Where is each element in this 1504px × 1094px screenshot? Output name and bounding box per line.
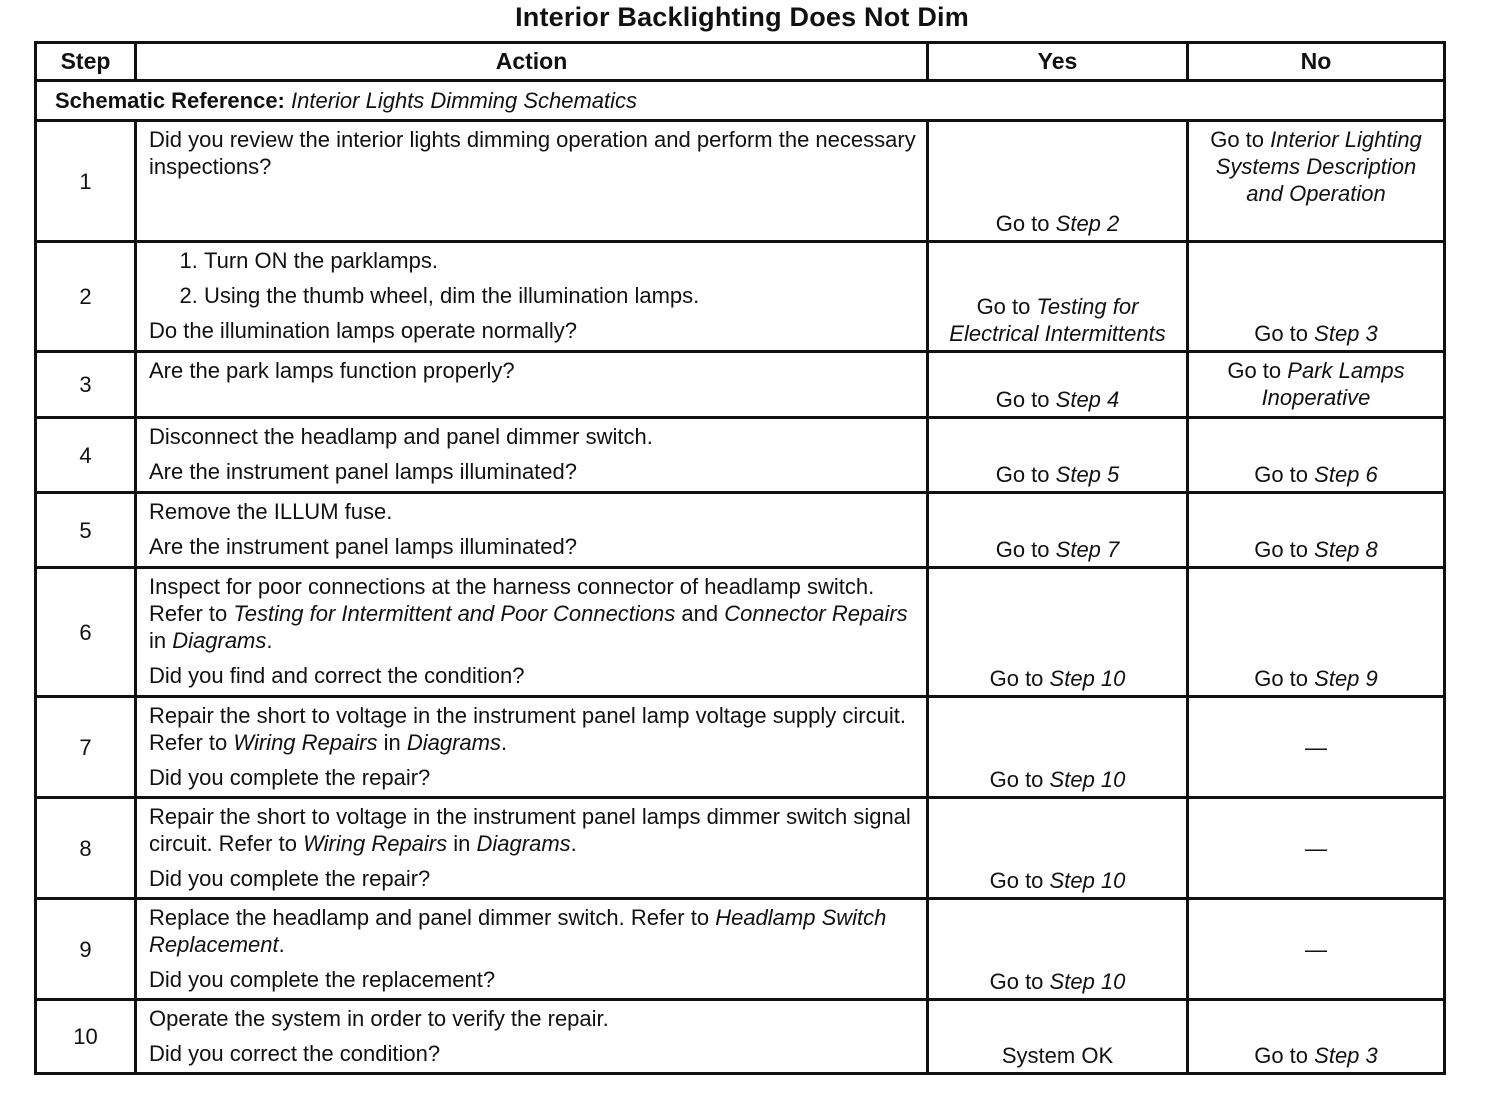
table-row [36,493,1445,568]
header-step: Step [36,43,136,81]
yes-link[interactable]: Step 7 [1055,537,1120,562]
table-row [36,418,1445,493]
action-question: Did you review the interior lights dimming operation and perform the necessary inspections? [149,127,916,179]
goto-text: Go to [995,211,1050,236]
step-number: 5 [36,493,136,568]
no-cell: — [1188,697,1445,798]
step-number: 9 [36,899,136,1000]
step-number: 8 [36,798,136,899]
action-text [149,904,916,958]
period: . [570,831,577,856]
no-cell[interactable] [1188,493,1445,568]
no-link[interactable]: Step 9 [1314,666,1378,691]
goto-text: Go to [1227,358,1282,383]
step-number: 4 [36,418,136,493]
no-cell: — [1188,899,1445,1000]
action-question: Did you find and correct the condition? [149,663,525,688]
table-row [36,352,1445,418]
step-number: 10 [36,1000,136,1074]
ref-link[interactable]: Testing for Intermittent and Poor Connections [233,601,676,626]
list-item: 1. Turn ON the parklamps. [204,247,916,274]
page-title: Interior Backlighting Does Not Dim [515,2,969,32]
ref-link[interactable]: Connector Repairs [724,601,908,626]
list-item: 2. Using the thumb wheel, dim the illumination lamps. [204,282,916,309]
yes-cell: System OK [928,1000,1188,1074]
ref-link[interactable]: Wiring Repairs [233,730,378,755]
step-number: 7 [36,697,136,798]
yes-link[interactable]: Step 5 [1055,462,1120,487]
yes-link[interactable]: Step 4 [1055,387,1120,412]
action-question: Did you correct the condition? [149,1041,441,1066]
action-question: Did you complete the replacement? [149,967,496,992]
yes-link[interactable]: Step 10 [1049,868,1126,893]
yes-link[interactable]: Step 10 [1049,969,1126,994]
header-yes: Yes [928,43,1188,81]
header-action: Action [136,43,928,81]
goto-text: Go to [1254,537,1309,562]
action-cell [136,798,928,899]
action-text-span: Inspect for poor connections at the harness connector of headlamp switch. Refer to [149,574,875,626]
conjunction: in [149,628,167,653]
action-text [149,702,916,756]
goto-text: Go to [989,868,1044,893]
action-text [149,803,916,857]
goto-text: Go to [1254,462,1309,487]
goto-text: Go to [1254,666,1309,691]
table-row [36,568,1445,697]
goto-text: Go to [1254,1043,1309,1068]
no-cell[interactable] [1188,568,1445,697]
ref-link[interactable]: Wiring Repairs [303,831,448,856]
action-text-span: Replace the headlamp and panel dimmer switch. Refer to [149,905,710,930]
table-row [36,242,1445,352]
yes-cell[interactable] [928,493,1188,568]
goto-text: Go to [976,294,1031,319]
ref-link[interactable]: Diagrams [476,831,571,856]
ref-link[interactable]: Diagrams [172,628,267,653]
action-question: Are the instrument panel lamps illuminated? [149,459,578,484]
action-question: Are the instrument panel lamps illuminated? [149,534,578,559]
goto-text: Go to [989,767,1044,792]
yes-link[interactable]: Testing for Electrical Intermittents [949,294,1166,346]
yes-cell[interactable] [928,242,1188,352]
yes-link[interactable]: Step 10 [1049,767,1126,792]
yes-cell[interactable] [928,798,1188,899]
action-list [149,247,916,309]
action-cell [136,697,928,798]
period: . [278,932,285,957]
no-cell[interactable] [1188,418,1445,493]
goto-text: Go to [989,969,1044,994]
action-text: Operate the system in order to verify the repair. [149,1006,609,1031]
goto-text: Go to [995,387,1050,412]
action-text-span: Repair the short to voltage in the instrument panel lamps dimmer switch signal circuit. Refer to [149,804,911,856]
action-text: Disconnect the headlamp and panel dimmer switch. [149,424,653,449]
goto-text: Go to [1254,321,1309,346]
goto-text: Go to [989,666,1044,691]
yes-cell[interactable] [928,418,1188,493]
table-row [36,697,1445,798]
schematic-row [36,81,1445,121]
action-text-span: Repair the short to voltage in the instrument panel lamp voltage supply circuit. Refer to [149,703,906,755]
conjunction: in [383,730,401,755]
step-number: 3 [36,352,136,418]
action-question: Are the park lamps function properly? [149,358,515,383]
diagnostic-table [34,41,1446,1075]
no-link[interactable]: Step 3 [1314,321,1378,346]
action-question: Did you complete the repair? [149,765,431,790]
action-text [149,573,916,654]
yes-link[interactable]: Step 2 [1055,211,1120,236]
action-cell [136,352,928,418]
schematic-reference [36,81,1445,121]
table-row [36,899,1445,1000]
action-cell [136,121,928,242]
no-cell[interactable] [1188,352,1445,418]
table-row [36,1000,1445,1074]
yes-link[interactable]: Step 10 [1049,666,1126,691]
conjunction: in [453,831,471,856]
yes-cell[interactable] [928,352,1188,418]
yes-cell[interactable] [928,568,1188,697]
goto-text: Go to [995,537,1050,562]
action-cell [136,418,928,493]
step-number: 2 [36,242,136,352]
action-question: Did you complete the repair? [149,866,431,891]
no-link[interactable]: Step 8 [1314,537,1378,562]
no-cell: — [1188,798,1445,899]
header-no: No [1188,43,1445,81]
no-link[interactable]: Step 6 [1314,462,1378,487]
header-row [36,43,1445,81]
yes-cell[interactable] [928,121,1188,242]
no-cell[interactable] [1188,1000,1445,1074]
goto-text: Go to [1210,127,1265,152]
action-question: Do the illumination lamps operate normally? [149,318,577,343]
step-number: 1 [36,121,136,242]
yes-cell[interactable] [928,697,1188,798]
ref-link[interactable]: Diagrams [406,730,501,755]
no-link[interactable]: Interior Lighting Systems Description and Operation [1215,127,1422,206]
no-cell[interactable] [1188,242,1445,352]
period: . [500,730,508,755]
no-link[interactable]: Park Lamps Inoperative [1261,358,1405,410]
schematic-link[interactable]: Interior Lights Dimming Schematics [291,88,638,113]
no-link[interactable]: Step 3 [1314,1043,1378,1068]
action-cell [136,568,928,697]
schematic-label: Schematic Reference: [55,88,285,113]
action-cell [136,899,928,1000]
conjunction: and [681,601,719,626]
no-cell[interactable] [1188,121,1445,242]
action-cell [136,493,928,568]
goto-text: Go to [995,462,1050,487]
action-cell [136,242,928,352]
table-row [36,121,1445,242]
ref-link[interactable]: Headlamp Switch Replacement [149,905,887,957]
action-cell [136,1000,928,1074]
period: . [266,628,273,653]
step-number: 6 [36,568,136,697]
table-row [36,798,1445,899]
action-text: Remove the ILLUM fuse. [149,499,393,524]
yes-cell[interactable] [928,899,1188,1000]
